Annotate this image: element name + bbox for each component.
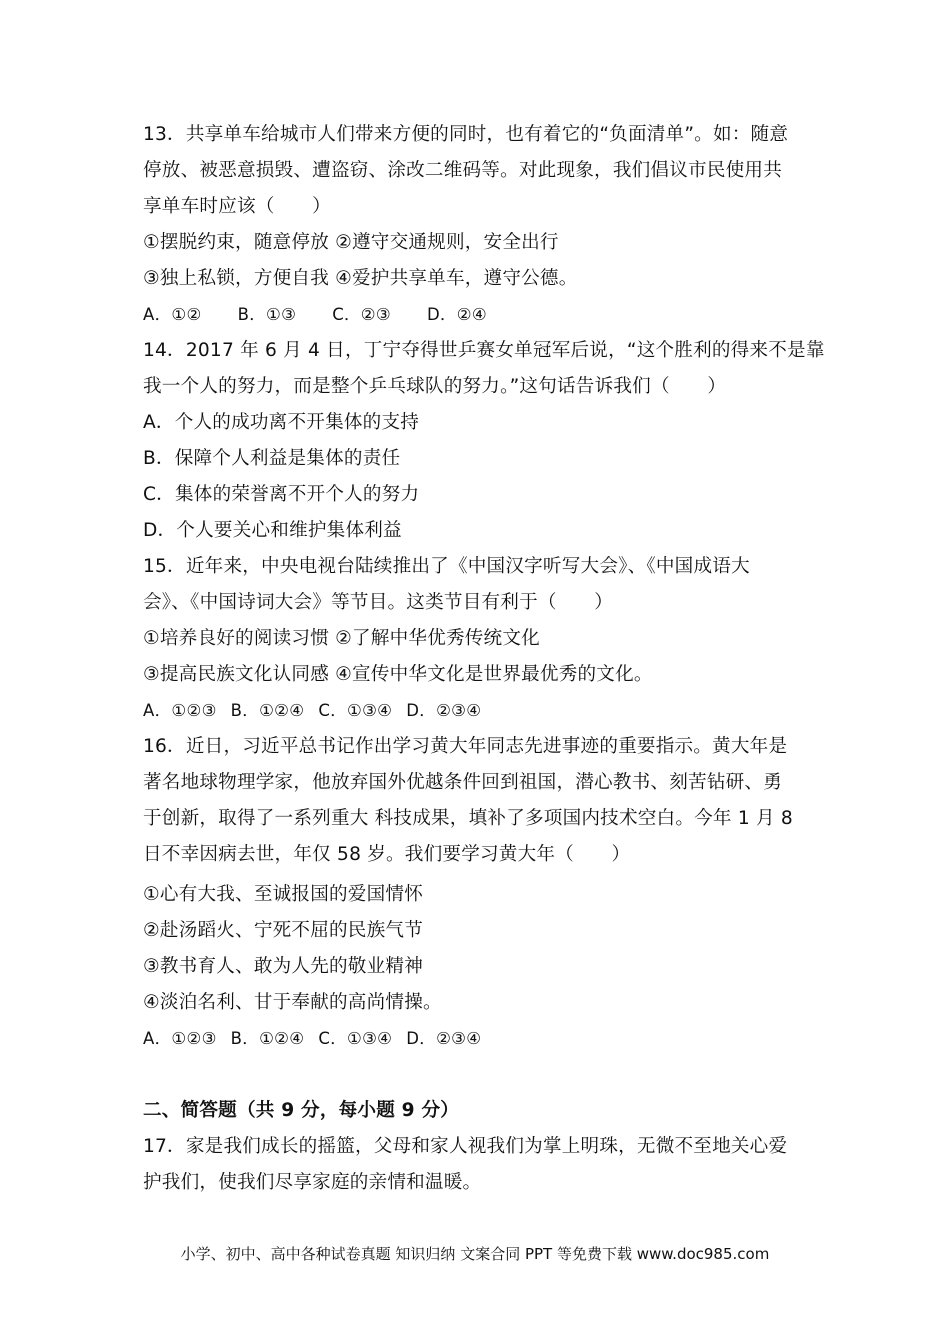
q13-option-d: D．②④ <box>427 305 487 324</box>
q14-option-a: A．个人的成功离不开集体的支持 <box>143 412 420 433</box>
q15-option-c: C．①③④ <box>318 701 393 720</box>
q16-stem-line-4: 日不幸因病去世，年仅 58 岁。我们要学习黄大年（ ） <box>143 844 631 865</box>
q13-stem-line-3: 享单车时应该（ ） <box>143 196 331 217</box>
q15-stem-line-2: 会》、《中国诗词大会》等节目。这类节目有利于（ ） <box>143 592 614 613</box>
q16-statement-3: ③教书育人、敢为人先的敬业精神 <box>143 956 423 977</box>
q16-stem-line-1: 16．近日，习近平总书记作出学习黄大年同志先进事迹的重要指示。黄大年是 <box>143 736 788 757</box>
q16-statement-4: ④淡泊名利、甘于奉献的高尚情操。 <box>143 992 442 1013</box>
q16-statement-1: ①心有大我、至诚报国的爱国情怀 <box>143 884 423 905</box>
q16-stem-line-2: 著名地球物理学家，他放弃国外优越条件回到祖国，潜心教书、刻苦钻研、勇 <box>143 772 782 793</box>
q15-stem-line-1: 15．近年来，中央电视台陆续推出了《中国汉字听写大会》、《中国成语大 <box>143 556 750 577</box>
q14-stem-line-2: 我一个人的努力，而是整个乒乓球队的努力。”这句话告诉我们（ ） <box>143 376 727 397</box>
q13-option-b: B．①③ <box>237 305 297 324</box>
page-footer: 小学、初中、高中各种试卷真题 知识归纳 文案合同 PPT 等免费下载 www.doc985.com <box>180 1245 770 1263</box>
q16-option-d: D．②③④ <box>406 1029 482 1048</box>
q14-option-c: C．集体的荣誉离不开个人的努力 <box>143 484 420 505</box>
q13-option-a: A．①② <box>143 305 202 324</box>
q15-option-a: A．①②③ <box>143 701 217 720</box>
q16-statement-2: ②赴汤蹈火、宁死不屈的民族气节 <box>143 920 423 941</box>
q15-option-d: D．②③④ <box>406 701 482 720</box>
q14-option-d: D．个人要关心和维护集体利益 <box>143 520 402 541</box>
q16-option-b: B．①②④ <box>230 1029 305 1048</box>
q15-statement-2: ③提高民族文化认同感 ④宣传中华文化是世界最优秀的文化。 <box>143 664 653 685</box>
q16-option-c: C．①③④ <box>318 1029 393 1048</box>
q13-stem-line-2: 停放、被恶意损毁、遭盗窃、涂改二维码等。对此现象，我们倡议市民使用共 <box>143 160 782 181</box>
q13-option-c: C．②③ <box>332 305 391 324</box>
q16-stem-line-3: 于创新，取得了一系列重大 科技成果，填补了多项国内技术空白。今年 1 月 8 <box>143 808 793 829</box>
q13-options <box>143 301 823 329</box>
q15-options <box>143 697 823 725</box>
q13-statement-2: ③独上私锁，方便自我 ④爱护共享单车，遵守公德。 <box>143 268 578 289</box>
q16-options <box>143 1025 823 1053</box>
section-2-heading: 二、简答题（共 9 分，每小题 9 分） <box>143 1100 460 1121</box>
q13-statement-1: ①摆脱约束，随意停放 ②遵守交通规则，安全出行 <box>143 232 559 253</box>
q15-statement-1: ①培养良好的阅读习惯 ②了解中华优秀传统文化 <box>143 628 540 649</box>
q16-option-a: A．①②③ <box>143 1029 217 1048</box>
q14-option-b: B．保障个人利益是集体的责任 <box>143 448 401 469</box>
q15-option-b: B．①②④ <box>230 701 305 720</box>
q17-stem-line-1: 17．家是我们成长的摇篮，父母和家人视我们为掌上明珠，无微不至地关心爱 <box>143 1136 788 1157</box>
q14-stem-line-1: 14．2017 年 6 月 4 日，丁宁夺得世乒赛女单冠军后说，“这个胜利的得来不是靠 <box>143 340 825 361</box>
q13-stem-line-1: 13．共享单车给城市人们带来方便的同时，也有着它的“负面清单”。如：随意 <box>143 124 789 145</box>
q17-stem-line-2: 护我们，使我们尽享家庭的亲情和温暖。 <box>143 1172 482 1193</box>
